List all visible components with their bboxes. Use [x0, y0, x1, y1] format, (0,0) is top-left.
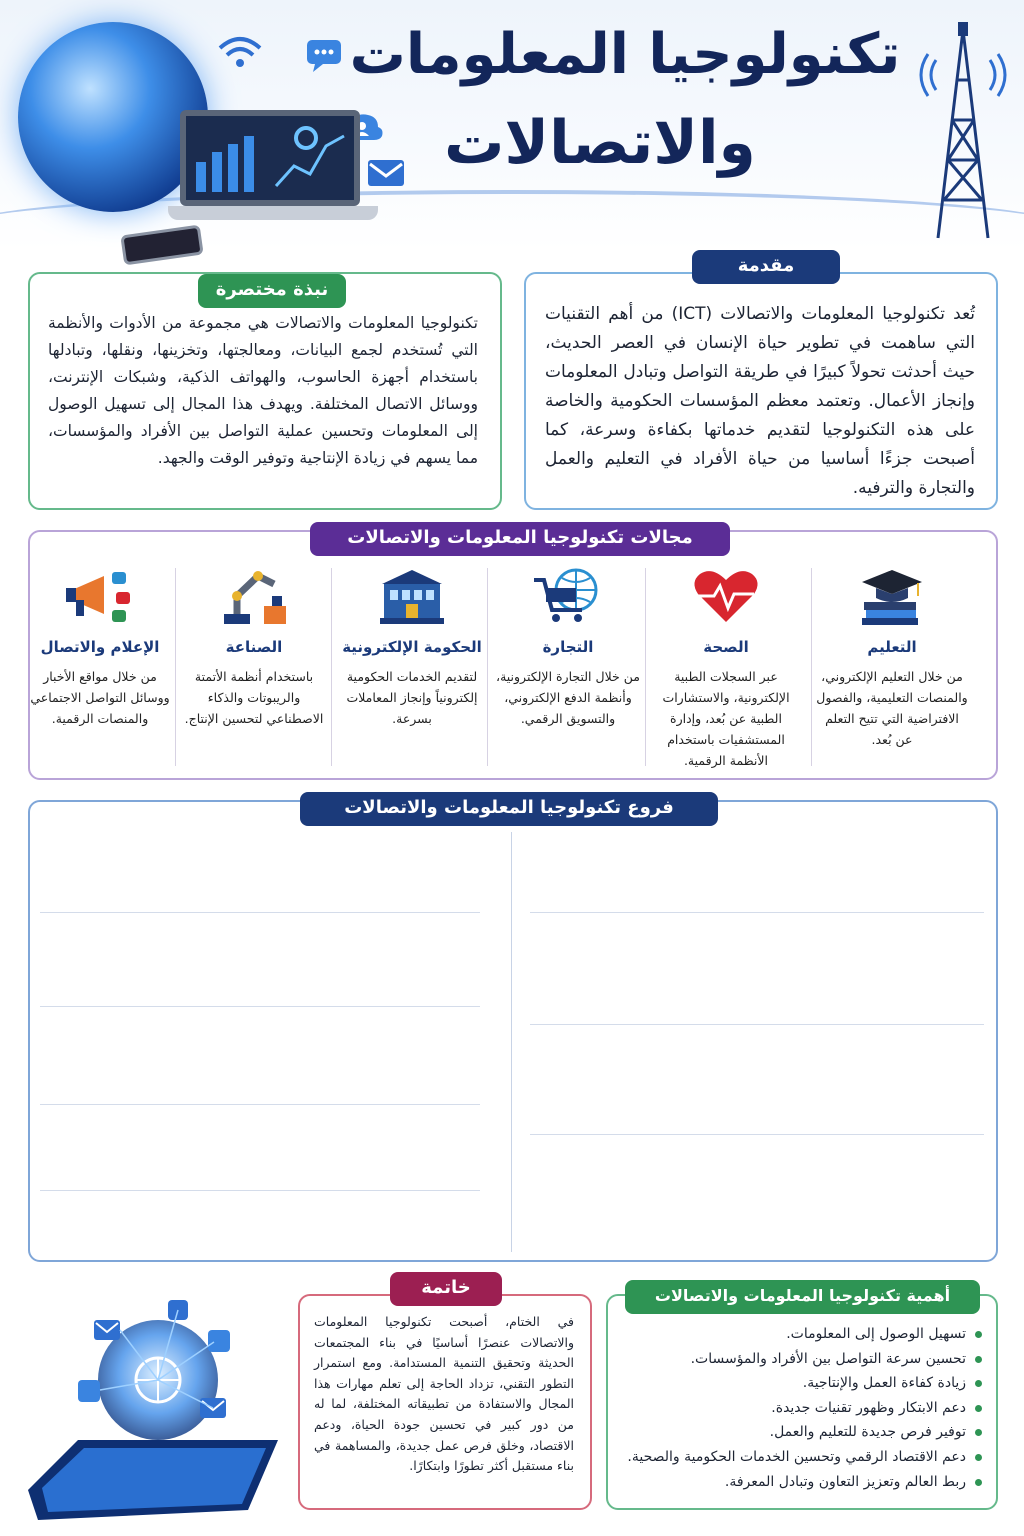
- branch-separator: [530, 1134, 984, 1135]
- field-name: الصناعة: [225, 638, 283, 656]
- field-desc: عبر السجلات الطبية الإلكترونية، والاستشارات الطبية عن بُعد، وإدارة المستشفيات باستخدام الأنظمة الرقمية.: [662, 669, 790, 768]
- telecom-tower-icon: [918, 20, 1008, 242]
- branches-divider: [511, 832, 512, 1252]
- fields-heading: مجالات تكنولوجيا المعلومات والاتصالات: [310, 522, 730, 556]
- field-industry: [178, 566, 330, 770]
- brief-heading: نبذة مختصرة: [198, 274, 346, 308]
- importance-item: تسهيل الوصول إلى المعلومات.: [618, 1322, 984, 1347]
- branch-separator: [530, 912, 984, 913]
- brief-text: تكنولوجيا المعلومات والاتصالات هي مجموعة من الأدوات والأنظمة التي تُستخدم لجمع البيانات، ومعالجتها، وتخزينها، ونقلها، وتبادلها باستخدام أجهزة الحاسوب، والهواتف الذكية، وشبكات الإنترنت، ووسائل الاتصال المختلفة. ويهدف هذا المجال إلى تسهيل الوصول إلى المعلومات وتحسين عملية التواصل بين الأفراد والمؤسسات، مما يسهم في زيادة الإنتاجية وتوفير الوقت والجهد.: [48, 314, 478, 467]
- importance-item: ربط العالم وتعزيز التعاون وتبادل المعرفة.: [618, 1470, 984, 1495]
- field-health: [650, 566, 802, 770]
- field-name: التجارة: [542, 638, 594, 656]
- laptop-chart-icon: [186, 116, 354, 200]
- importance-item: توفير فرص جديدة للتعليم والعمل.: [618, 1420, 984, 1445]
- page-title-line2: والاتصالات: [444, 108, 756, 178]
- intro-heading: مقدمة: [692, 250, 840, 284]
- field-egovernment: [336, 566, 488, 770]
- megaphone-icon: [64, 566, 136, 626]
- branch-separator: [40, 1006, 480, 1007]
- branches-section: [28, 800, 998, 1262]
- field-desc: من خلال مواقع الأخبار ووسائل التواصل الاجتماعي والمنصات الرقمية.: [30, 669, 170, 726]
- importance-item: دعم الابتكار وظهور تقنيات جديدة.: [618, 1396, 984, 1421]
- branches-heading: فروع تكنولوجيا المعلومات والاتصالات: [300, 792, 718, 826]
- importance-list: [618, 1322, 984, 1494]
- field-desc: باستخدام أنظمة الأتمتة والريبوتات والذكاء الاصطناعي لتحسين الإنتاج.: [184, 669, 324, 726]
- field-divider: [811, 568, 812, 766]
- field-name: الحكومة الإلكترونية: [342, 638, 482, 656]
- conclusion-text: في الختام، أصبحت تكنولوجيا المعلومات والاتصالات عنصرًا أساسيًا في بناء المجتمعات الحديثة وتحقيق التنمية المستدامة. ومع استمرار التطور التقني، تزداد الحاجة إلى تعلم مهارات هذا المجال والاستفادة من تطبيقاته المختلفة، لما له من دور كبير في تحسين جودة الحياة، ودعم الاقتصاد، وخلق فرص عمل جديدة، والمساهمة في بناء مستقبل أكثر تطورًا وابتكارًا.: [314, 1314, 574, 1474]
- intro-text: تُعد تكنولوجيا المعلومات والاتصالات (ICT) من أهم التقنيات التي ساهمت في تطوير حياة الإنسان في العصر الحديث، حيث أحدثت تحولاً كبيرًا في طريقة التواصل وتبادل المعلومات وإنجاز الأعمال. وتعتمد معظم المؤسسات الحكومية والخاصة على هذه التكنولوجيا لتقديم خدماتها بكفاءة وسرعة، كما أصبحت جزءًا أساسيا من حياة الأفراد في التعليم والعمل والتجارة والترفيه.: [545, 304, 976, 498]
- field-name: التعليم: [867, 638, 917, 656]
- branch-separator: [40, 912, 480, 913]
- branch-separator: [530, 1024, 984, 1025]
- field-divider: [645, 568, 646, 766]
- field-education: [816, 566, 968, 770]
- field-desc: من خلال التعليم الإلكتروني، والمنصات التعليمية، والفصول الافتراضية التي تتيح التعلم عن بُعد.: [816, 669, 968, 747]
- branch-separator: [40, 1190, 480, 1191]
- wifi-icon: [215, 30, 265, 70]
- field-name: الصحة: [703, 638, 749, 656]
- branch-separator: [40, 1104, 480, 1105]
- field-media: [24, 566, 176, 770]
- importance-item: زيادة كفاءة العمل والإنتاجية.: [618, 1371, 984, 1396]
- smartphone-network-illustration: [18, 1290, 288, 1526]
- field-commerce: [492, 566, 644, 770]
- graduation-cap-icon: [856, 566, 928, 626]
- field-desc: لتقديم الخدمات الحكومية إلكترونياً وإنجاز المعاملات بسرعة.: [346, 669, 478, 726]
- shopping-cart-globe-icon: [532, 566, 604, 626]
- importance-item: تحسين سرعة التواصل بين الأفراد والمؤسسات.: [618, 1347, 984, 1372]
- importance-heading: أهمية تكنولوجيا المعلومات والاتصالات: [625, 1280, 980, 1314]
- conclusion-heading: خاتمة: [390, 1272, 502, 1306]
- field-divider: [331, 568, 332, 766]
- importance-item: دعم الاقتصاد الرقمي وتحسين الخدمات الحكومية والصحية.: [618, 1445, 984, 1470]
- robot-arm-icon: [218, 566, 290, 626]
- field-name: الإعلام والاتصال: [40, 638, 160, 656]
- heart-pulse-icon: [690, 566, 762, 626]
- government-building-icon: [376, 566, 448, 626]
- field-desc: من خلال التجارة الإلكترونية، وأنظمة الدفع الإلكتروني، والتسويق الرقمي.: [496, 669, 640, 726]
- page-title-line1: تكنولوجيا المعلومات: [349, 22, 901, 87]
